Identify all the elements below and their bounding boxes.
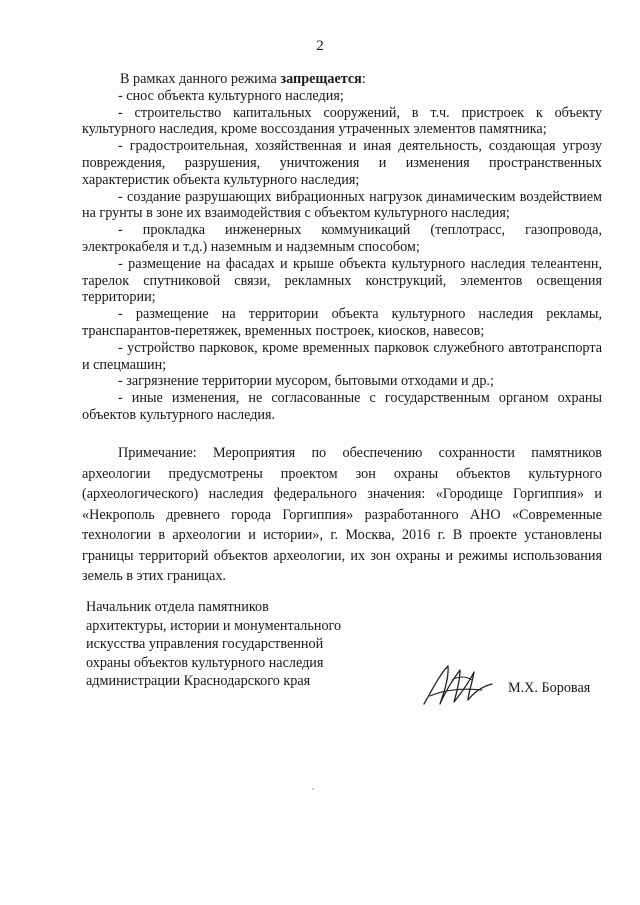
restriction-item: - строительство капитальных сооружений, в т.ч. пристроек к объекту культурного наследия, кроме воссоздания утраченных элементов памятника;	[82, 104, 602, 138]
scan-speck	[312, 788, 314, 790]
intro-emphasis: запрещается	[280, 71, 362, 87]
signatory-title-line: Начальник отдела памятников	[86, 599, 269, 615]
restriction-item: - градостроительная, хозяйственная и иная деятельность, создающая угрозу повреждения, разрушения, уничтожения и изменения пространственных характеристик объекта культурного наследия;	[82, 138, 602, 188]
restriction-item: - снос объекта культурного наследия;	[118, 87, 344, 104]
restriction-item: - размещение на территории объекта культурного наследия рекламы, транспарантов-перетяжек, временных построек, киосков, навесов;	[82, 306, 602, 339]
restriction-item: - иные изменения, не согласованные с государственным органом охраны объектов культурного наследия.	[82, 390, 602, 423]
signatory-title	[86, 598, 386, 691]
handwritten-signature	[418, 660, 498, 712]
signatory-name: М.Х. Боровая	[508, 680, 591, 696]
signatory-title-line: администрации Краснодарского края	[86, 673, 311, 689]
restrictions-section	[82, 71, 602, 424]
intro-lead: В рамках данного режима	[120, 71, 281, 87]
intro-tail: :	[361, 71, 366, 87]
page-number: 2	[316, 38, 324, 54]
restrictions-intro	[82, 71, 602, 88]
restriction-item: - создание разрушающих вибрационных нагрузок динамическим воздействием на грунты в зоне их взаимодействия с объектом культурного наследия;	[82, 188, 602, 222]
restriction-item: - устройство парковок, кроме временных парковок служебного автотранспорта и спецмашин;	[82, 339, 602, 373]
restriction-item: - прокладка инженерных коммуникаций (теплотрасс, газопровода, электрокабеля и т.д.) наземным и надземным способом;	[82, 222, 602, 255]
restriction-item: - загрязнение территории мусором, бытовыми отходами и др.;	[118, 373, 494, 390]
restriction-item: - размещение на фасадах и крыше объекта культурного наследия телеантенн, тарелок спутниковой связи, рекламных конструкций, элементов освещения территории;	[82, 255, 602, 306]
note-paragraph: Примечание: Мероприятия по обеспечению сохранности памятников археологии предусмотрены проектом зон охраны объектов культурного (археологического) наследия федерального значения: «Городище Горгиппия» и «Некрополь древнего города Горгиппия» разработанного АНО «Современные технологии в археологии и истории», г. Москва, 2016 г. В проекте установлены границы территорий объектов археологии, их зон охраны и режимы использования земель в этих границах.	[82, 445, 602, 584]
signatory-title-line: искусства управления государственной	[86, 636, 324, 652]
signatory-title-line: охраны объектов культурного наследия	[86, 654, 324, 671]
signatory-title-line: архитектуры, истории и монументального	[86, 617, 342, 634]
